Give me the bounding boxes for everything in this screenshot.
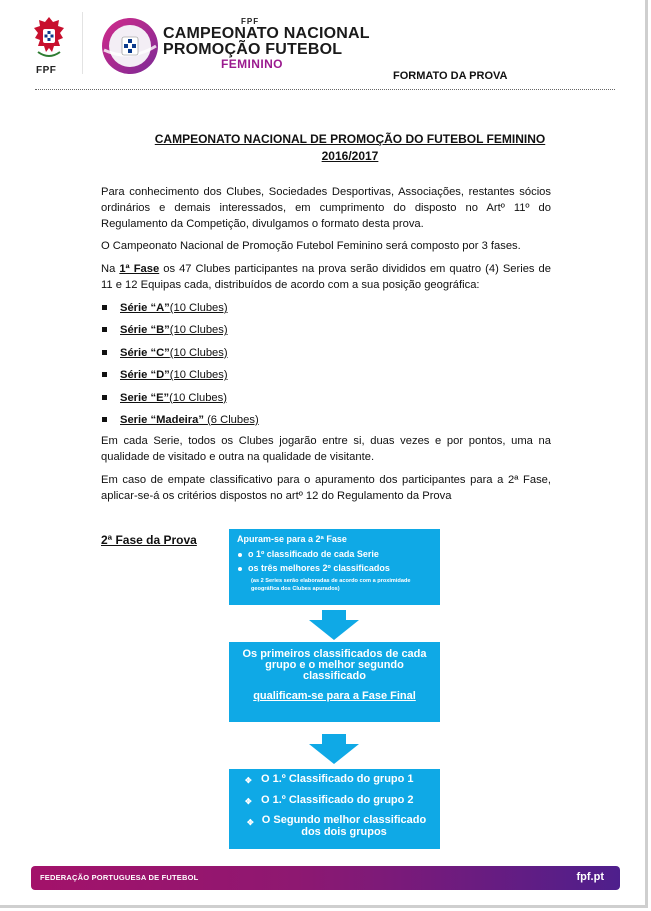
series-name: Serie “E”: [120, 391, 170, 404]
flow-box2-link: qualificam-se para a Fase Final: [253, 690, 416, 702]
flow-box1-item-text: o 1º classificado de cada Serie: [248, 549, 379, 559]
flow-box1-item: [238, 563, 390, 573]
competition-fpf-label: FPF: [241, 17, 260, 26]
flow-box3-item: [245, 794, 414, 806]
fpf-label: FPF: [36, 65, 57, 76]
bullet-dot-icon: [238, 553, 242, 557]
flow-box3-item: [245, 773, 414, 785]
phase1-prefix: Na: [101, 263, 120, 275]
flow-box2-text: Os primeiros classificados de cada grupo e o melhor segundo classificado: [242, 648, 427, 682]
series-list: [101, 300, 401, 434]
header-dotted-rule: [35, 89, 615, 90]
competition-name-line2: PROMOÇÃO FUTEBOL: [163, 41, 343, 58]
document-title: CAMPEONATO NACIONAL DE PROMOÇÃO DO FUTEBOL FEMININO: [154, 132, 546, 146]
phase1-paragraph: [101, 261, 551, 293]
series-name: Série “C”: [120, 346, 170, 359]
series-item: [101, 322, 401, 344]
competition-name-line3: FEMININO: [221, 57, 283, 71]
phase2-heading: 2ª Fase da Prova: [101, 533, 197, 547]
bullet-square-icon: [102, 350, 107, 355]
flow-box1-title: Apuram-se para a 2ª Fase: [237, 534, 347, 544]
flow-box3-item: [247, 814, 433, 838]
series-name: Serie “Madeira”: [120, 413, 208, 426]
competition-logo: [100, 16, 160, 76]
footer-org: FEDERAÇÃO PORTUGUESA DE FUTEBOL: [40, 873, 199, 882]
down-arrow-icon: [309, 734, 359, 764]
footer-site-link[interactable]: fpf.pt: [576, 871, 604, 883]
footer-bar: [31, 866, 620, 890]
flow-box1-item: [238, 549, 379, 559]
series-name: Série “D”: [120, 369, 170, 382]
bullet-square-icon: [102, 372, 107, 377]
bullet-dot-icon: [238, 567, 242, 571]
series-count: (6 Clubes): [207, 413, 259, 426]
competition-name-line1: CAMPEONATO NACIONAL: [163, 25, 370, 42]
bullet-square-icon: [102, 395, 107, 400]
flow-box-qualification: [229, 529, 440, 605]
flow-box1-item-text: os três melhores 2º classificados: [248, 563, 390, 573]
down-arrow-icon: [309, 610, 359, 640]
rounds-paragraph: Em cada Serie, todos os Clubes jogarão entre si, duas vezes e por pontos, uma na qualidade de visitado e outra na qualidade de visitante.: [101, 435, 551, 463]
series-item: [101, 300, 401, 322]
document-section-label: FORMATO DA PROVA: [393, 70, 508, 82]
series-name: Série “B”: [120, 324, 170, 337]
bullet-square-icon: [102, 327, 107, 332]
diamond-bullet-icon: ✥: [245, 797, 252, 806]
phase1-text: os 47 Clubes participantes na prova serão divididos em quatro (4) Series de 11 e 12 Equipas cada, distribuídos de acordo com a sua posição geográfica:: [101, 263, 551, 291]
series-count: (10 Clubes): [169, 302, 228, 314]
bullet-square-icon: [102, 417, 107, 422]
diamond-bullet-icon: ✥: [247, 818, 254, 827]
flow-box3-item-text: O 1.º Classificado do grupo 1: [261, 773, 414, 785]
series-item: [101, 367, 401, 389]
document-season: 2016/2017: [321, 149, 379, 163]
composition-paragraph: O Campeonato Nacional de Promoção Futebol Feminino será composto por 3 fases.: [101, 240, 521, 252]
flow-box-final: [229, 769, 440, 849]
fpf-crest-logo: [32, 16, 66, 60]
series-count: (10 Clubes): [169, 391, 227, 404]
tiebreak-paragraph: Em caso de empate classificativo para o apuramento dos participantes para a 2ª Fase, aplicar-se-á os critérios dispostos no artº 12 do Regulamento da Prova: [101, 474, 551, 502]
series-count: (10 Clubes): [169, 346, 228, 359]
flow-box3-item-text: O Segundo melhor classificado dos dois grupos: [261, 814, 427, 838]
flow-box-group-winners: [229, 642, 440, 722]
series-item: [101, 412, 401, 434]
header-divider: [82, 12, 83, 74]
series-name: Série “A”: [120, 302, 170, 314]
bullet-square-icon: [102, 305, 107, 310]
flow-box3-item-text: O 1.º Classificado do grupo 2: [261, 794, 414, 806]
phase1-link: 1ª Fase: [119, 263, 160, 275]
diamond-bullet-icon: ✥: [245, 776, 252, 785]
series-item: [101, 390, 401, 412]
series-count: (10 Clubes): [169, 324, 228, 337]
flow-box1-note: (as 2 Series serão elaboradas de acordo com a proximidade geográfica dos Clubes apurados): [251, 578, 411, 592]
series-count: (10 Clubes): [169, 369, 228, 382]
series-item: [101, 345, 401, 367]
intro-paragraph: Para conhecimento dos Clubes, Sociedades Desportivas, Associações, restantes sócios ordinários e demais interessados, em cumprimento do disposto no Artº 11º do Regulamento da Competição, divulgamos o formato desta prova.: [101, 186, 551, 230]
